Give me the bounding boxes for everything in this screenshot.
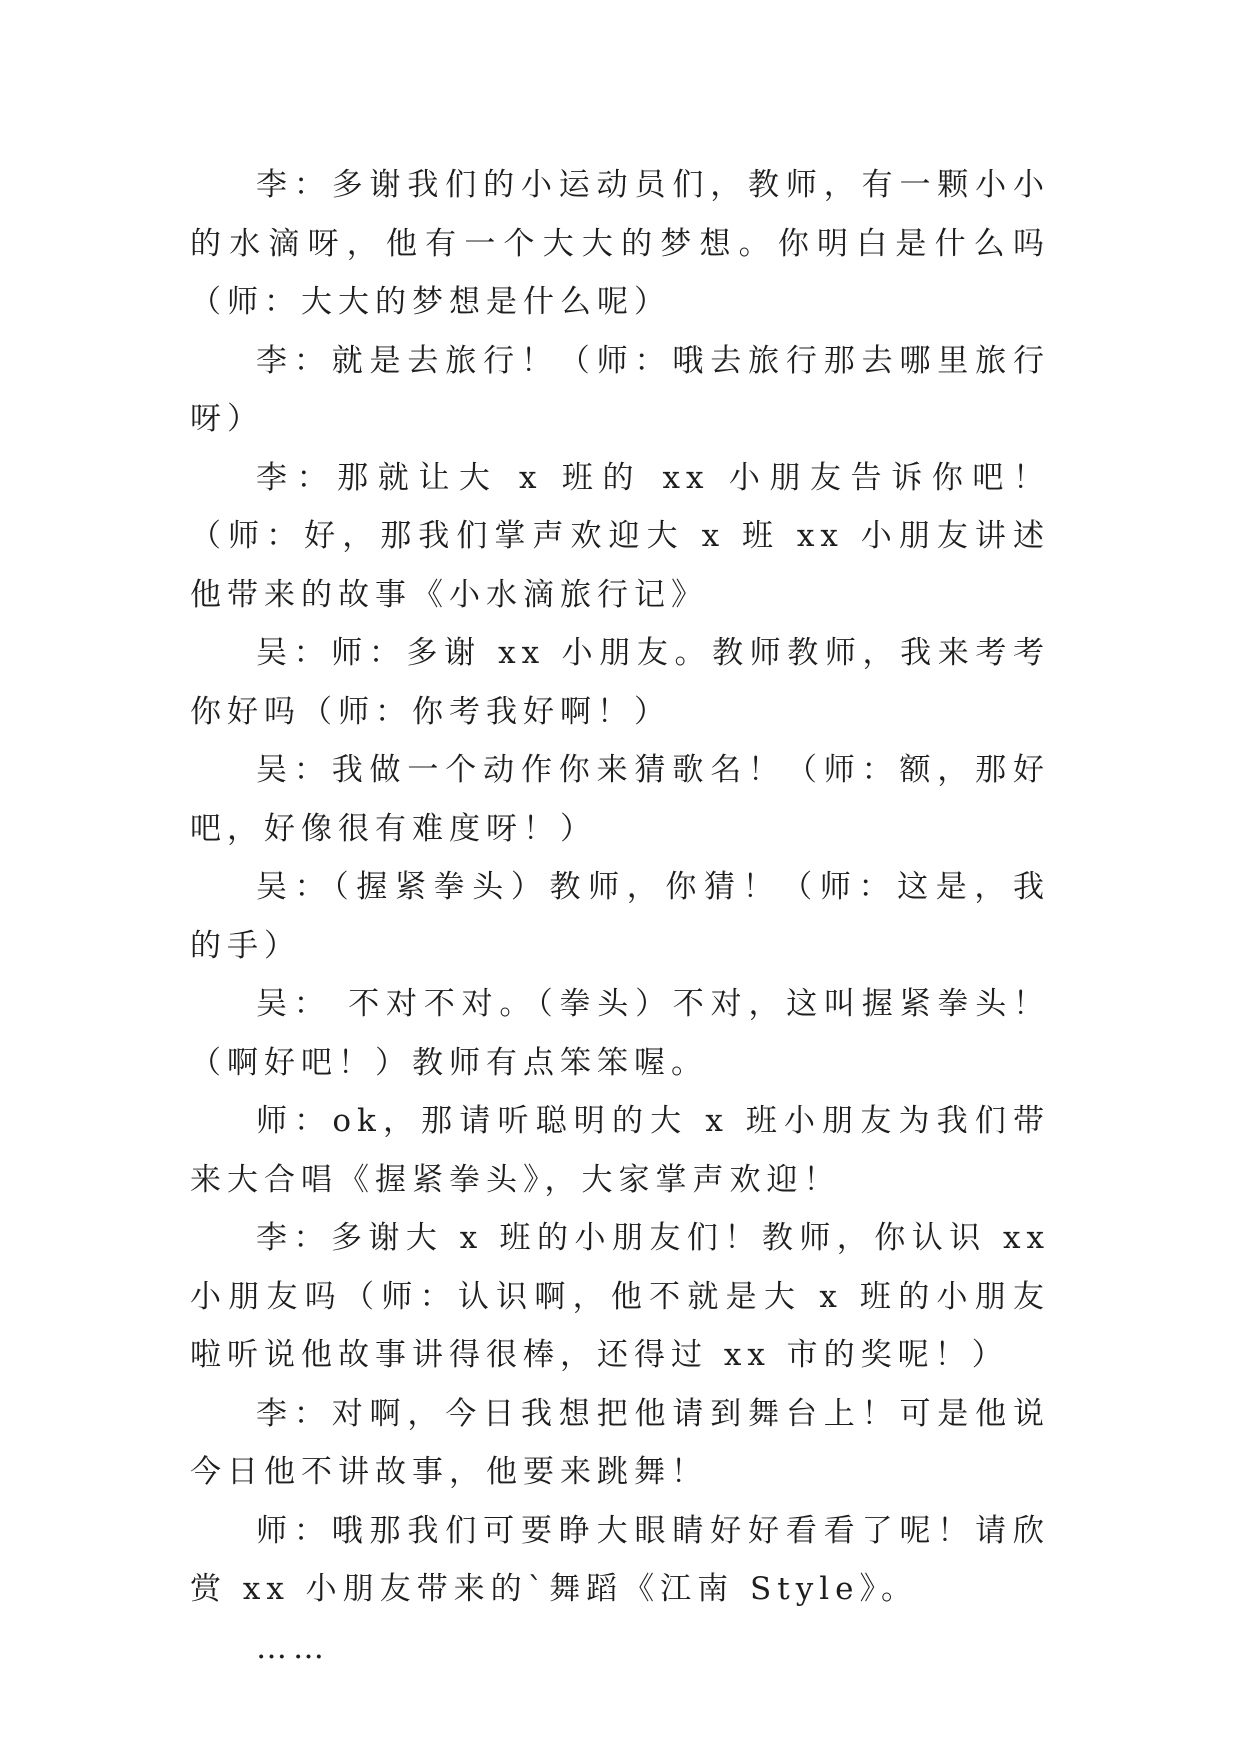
- document-body: [190, 156, 1050, 1677]
- ellipsis-paragraph: ……: [256, 1629, 330, 1666]
- dialogue-paragraph-2: 李：就是去旅行！（师：哦去旅行那去哪里旅行呀）: [190, 342, 1050, 437]
- dialogue-paragraph-9: 李：多谢大 x 班的小朋友们！教师，你认识 xx 小朋友吗（师：认识啊，他不就是大 x 班的小朋友啦听说他故事讲得很棒，还得过 xx 市的奖呢！）: [190, 1220, 1050, 1373]
- dialogue-paragraph-5: 吴：我做一个动作你来猜歌名！（师：额，那好吧，好像很有难度呀！）: [190, 752, 1050, 847]
- dialogue-paragraph-4: 吴：师：多谢 xx 小朋友。教师教师，我来考考你好吗（师：你考我好啊！）: [190, 635, 1050, 730]
- dialogue-paragraph-10: 李：对啊，今日我想把他请到舞台上！可是他说今日他不讲故事，他要来跳舞！: [190, 1395, 1050, 1490]
- dialogue-paragraph-8: 师：ok，那请听聪明的大 x 班小朋友为我们带来大合唱《握紧拳头》，大家掌声欢迎！: [190, 1103, 1050, 1198]
- dialogue-paragraph-3: 李：那就让大 x 班的 xx 小朋友告诉你吧！（师：好，那我们掌声欢迎大 x 班 xx 小朋友讲述他带来的故事《小水滴旅行记》: [190, 459, 1050, 613]
- dialogue-paragraph-6: 吴：（握紧拳头）教师，你猜！（师：这是，我的手）: [190, 869, 1050, 964]
- dialogue-paragraph-1: 李：多谢我们的小运动员们，教师，有一颗小小的水滴呀，他有一个大大的梦想。你明白是什么吗（师：大大的梦想是什么呢）: [190, 167, 1050, 320]
- dialogue-paragraph-11: 师：哦那我们可要睁大眼睛好好看看了呢！请欣赏 xx 小朋友带来的`舞蹈《江南 Style》。: [190, 1512, 1050, 1607]
- dialogue-paragraph-7: 吴： 不对不对。（拳头）不对，这叫握紧拳头！（啊好吧！）教师有点笨笨喔。: [190, 986, 1050, 1081]
